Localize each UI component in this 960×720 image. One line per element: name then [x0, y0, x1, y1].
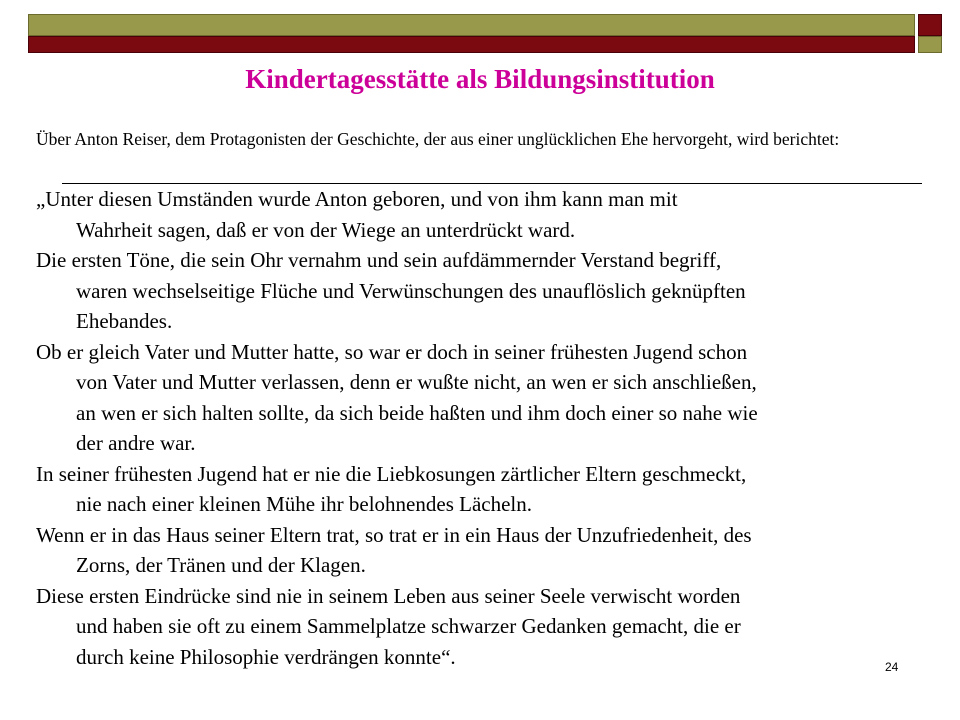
quote-line: Wahrheit sagen, daß er von der Wiege an unterdrückt ward.: [76, 217, 576, 242]
quote-line: Zorns, der Tränen und der Klagen.: [76, 553, 366, 577]
quote-line: Ob er gleich Vater und Mutter hatte, so war er doch in seiner frühesten Jugend schon: [36, 339, 748, 364]
intro-text: Über Anton Reiser, dem Protagonisten der Geschichte, der aus einer unglücklichen Ehe hervorgeht, wird berichtet:: [36, 129, 840, 149]
quote-line: der andre war.: [76, 431, 196, 455]
quote-line: an wen er sich halten sollte, da sich beide haßten und ihm doch einer so nahe wie: [76, 400, 758, 425]
page-number: 24: [885, 660, 899, 674]
header-bar-olive: [28, 14, 915, 36]
header-bar-maroon: [28, 36, 915, 53]
quote-line: und haben sie oft zu einem Sammelplatze schwarzer Gedanken gemacht, die er: [76, 614, 741, 638]
quote-line: nie nach einer kleinen Mühe ihr belohnendes Lächeln.: [76, 492, 532, 516]
quote-paragraph: [36, 459, 956, 520]
quote-line: Die ersten Töne, die sein Ohr vernahm und sein aufdämmernder Verstand begriff,: [36, 248, 722, 272]
quote-line: waren wechselseitige Flüche und Verwünschungen des unauflöslich geknüpften: [76, 278, 746, 303]
quote-paragraph: [36, 245, 956, 337]
quote-line: Wenn er in das Haus seiner Eltern trat, so trat er in ein Haus der Unzufriedenheit, des: [36, 522, 752, 547]
header-square-olive: [918, 36, 942, 53]
quote-paragraph: [36, 337, 956, 459]
quote-line: In seiner frühesten Jugend hat er nie die Liebkosungen zärtlicher Eltern geschmeckt,: [36, 461, 747, 486]
quote-line: Ehebandes.: [76, 309, 173, 333]
quote-paragraph: [36, 184, 956, 245]
quote-paragraph: [36, 520, 956, 581]
quote-line: „Unter diesen Umständen wurde Anton geboren, und von ihm kann man mit: [36, 187, 678, 211]
quote-line: durch keine Philosophie verdrängen konnte“.: [76, 644, 456, 669]
slide-title: Kindertagesstätte als Bildungsinstitution: [245, 64, 715, 94]
quote-line: von Vater und Mutter verlassen, denn er wußte nicht, an wen er sich anschließen,: [76, 370, 757, 394]
quote-paragraph: [36, 581, 956, 673]
quote-line: Diese ersten Eindrücke sind nie in seinem Leben aus seiner Seele verwischt worden: [36, 583, 741, 608]
header-square-maroon: [918, 14, 942, 36]
quote-body: [36, 184, 956, 672]
